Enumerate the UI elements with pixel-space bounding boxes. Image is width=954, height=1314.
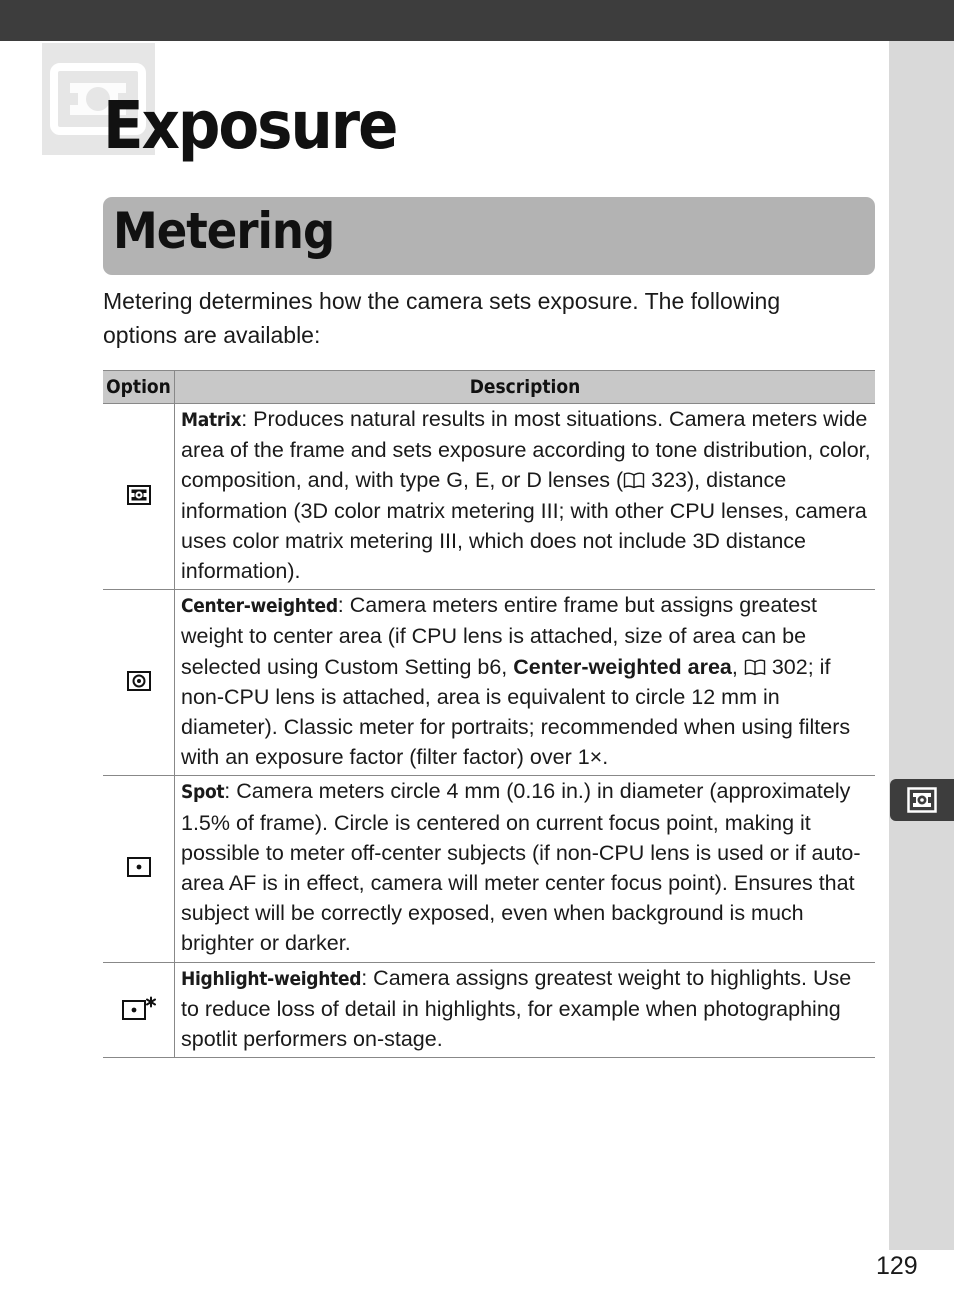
matrix-metering-icon	[907, 787, 937, 813]
spot-metering-icon	[127, 857, 151, 877]
page-number: 129	[876, 1252, 918, 1280]
description-cell	[175, 962, 876, 1058]
description-cell	[175, 776, 876, 962]
highlight-weighted-metering-icon	[122, 996, 156, 1020]
table-row	[103, 404, 875, 590]
top-bar	[0, 0, 954, 41]
header-option: Option	[103, 371, 175, 404]
book-icon	[623, 472, 645, 489]
page-reference[interactable]: 323	[645, 468, 687, 493]
chapter-tab[interactable]	[890, 779, 954, 821]
description-text: : Camera meters entire frame but assigns greatest weight to center area (if CPU lens is attached, size of area can be selected using Custom Setting b6,	[181, 593, 817, 679]
section-banner	[103, 197, 875, 275]
chapter-side-strip	[889, 41, 954, 1250]
description-cell	[175, 590, 876, 776]
separator-text: ,	[731, 654, 744, 679]
table-row	[103, 590, 875, 776]
option-term: Center-weighted	[181, 595, 338, 618]
table-header-row	[103, 371, 875, 404]
description-cell	[175, 404, 876, 590]
book-icon	[744, 659, 766, 676]
table-row	[103, 776, 875, 962]
center-weighted-metering-icon	[127, 671, 151, 691]
description-text: : Camera meters circle 4 mm (0.16 in.) in diameter (approximately 1.5% of frame). Circle is centered on current focus point, making it possible to meter off-center subjects (if non-CPU lens is used or if auto-area AF is in effect, camera will meter center focus point). Ensures that subject will be correctly exposed, even when background is much brighter or darker.	[181, 779, 861, 956]
custom-setting-name: Center-weighted area	[513, 654, 732, 679]
header-description: Description	[175, 371, 876, 404]
description-text: : Camera assigns greatest weight to highlights. Use to reduce loss of detail in highlights, for example when photographing spotlit performers on-stage.	[181, 965, 852, 1052]
option-term: Spot	[181, 781, 225, 804]
metering-options-table	[103, 370, 875, 1058]
option-cell	[103, 962, 175, 1058]
description-text: ), distance information (3D color matrix metering III; with other CPU lenses, camera uses color matrix metering III, which does not include 3D distance information).	[181, 468, 867, 584]
chapter-title: Exposure	[103, 87, 397, 164]
option-cell	[103, 776, 175, 962]
description-text: : Produces natural results in most situations. Camera meters wide area of the frame and sets exposure according to tone distribution, color, composition, and, with type G, E, or D lenses (	[181, 407, 871, 493]
description-text: ; if non-CPU lens is attached, area is equivalent to circle 12 mm in diameter). Classic meter for portraits; recommended when using filters with an exposure factor (filter factor) over 1×.	[181, 654, 851, 770]
page-reference[interactable]: 302	[765, 654, 808, 679]
table-row	[103, 962, 875, 1058]
section-title: Metering	[113, 202, 335, 260]
option-cell	[103, 590, 175, 776]
option-term: Matrix	[181, 409, 242, 431]
option-cell	[103, 404, 175, 590]
matrix-metering-icon	[127, 485, 151, 505]
intro-paragraph: Metering determines how the camera sets exposure. The following options are available:	[103, 288, 781, 348]
option-term: Highlight-weighted	[181, 967, 362, 990]
